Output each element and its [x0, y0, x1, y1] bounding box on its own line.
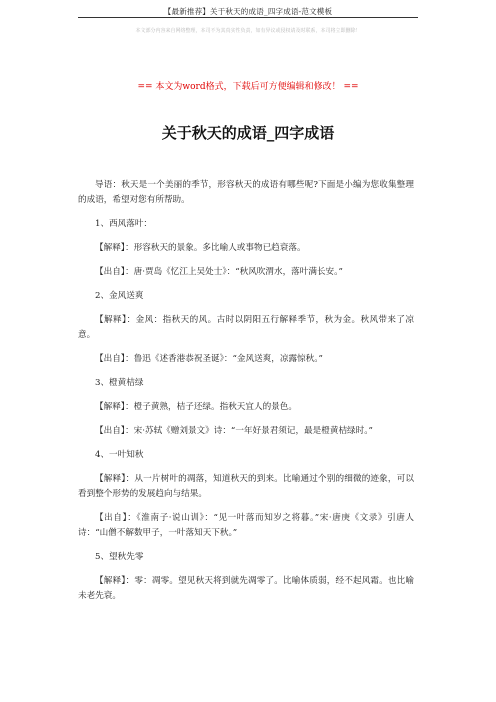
header-title: 【最新推荐】关于秋天的成语_四字成语-范文模板 — [163, 7, 333, 16]
word-format-notice: == 本文为word格式，下载后可方便编辑和修改！ == — [137, 82, 359, 92]
idiom-heading: 5、望秋先零 — [95, 552, 144, 562]
idiom-explanation: 【解释】：金风：指秋天的风。古时以阴阳五行解释季节，秋为金。秋风带来了凉意。 — [78, 315, 414, 340]
idiom-explanation: 【解释】：零：凋零。望见秋天将到就先凋零了。比喻体质弱，经不起风霜。也比喻未老先衰。 — [78, 576, 414, 601]
document-title: 关于秋天的成语_四字成语 — [161, 124, 335, 142]
disclaimer-text: 本文部分内容来自网络整理，本司不为其真实性负责，如有异议或侵权请及时联系，本司将立即删除！ — [135, 28, 361, 34]
idiom-heading: 3、橙黄桔绿 — [95, 378, 144, 388]
idiom-heading: 4、一叶知秋 — [95, 450, 144, 460]
idiom-explanation: 【解释】：形容秋天的景象。多比喻人或事物已趋衰落。 — [95, 243, 306, 253]
idiom-heading: 1、西风落叶： — [95, 219, 153, 229]
header-divider — [78, 17, 418, 18]
idiom-explanation: 【解释】：橙子黄熟，桔子还绿。指秋天宜人的景色。 — [95, 402, 297, 412]
idiom-explanation: 【解释】：从一片树叶的凋落，知道秋天的到来。比喻通过个别的细微的迹象，可以看到整个形势的发展趋向与结果。 — [78, 474, 414, 499]
intro-paragraph: 导语：秋天是一个美丽的季节，形容秋天的成语有哪些呢?下面是小编为您收集整理的成语，希望对您有所帮助。 — [78, 180, 414, 205]
document-body — [78, 178, 414, 613]
idiom-heading: 2、金风送爽 — [95, 291, 144, 301]
idiom-source: 【出自】：《淮南子·说山训》：“见一叶落而知岁之将暮。”宋·唐庚《文录》引唐人诗：“山僧不解数甲子，一叶落知天下秋。” — [78, 513, 414, 538]
idiom-source: 【出自】：唐·贾岛《忆江上吴处士》：“秋风吹渭水，落叶满长安。” — [95, 267, 343, 277]
page-header — [0, 0, 496, 48]
idiom-source: 【出自】：鲁迅《述香港恭祝圣诞》：“金风送爽，凉露惊秋。” — [95, 354, 323, 364]
idiom-source: 【出自】：宋·苏轼《赠刘景文》诗：“一年好景君须记，最是橙黄桔绿时。” — [95, 426, 373, 436]
